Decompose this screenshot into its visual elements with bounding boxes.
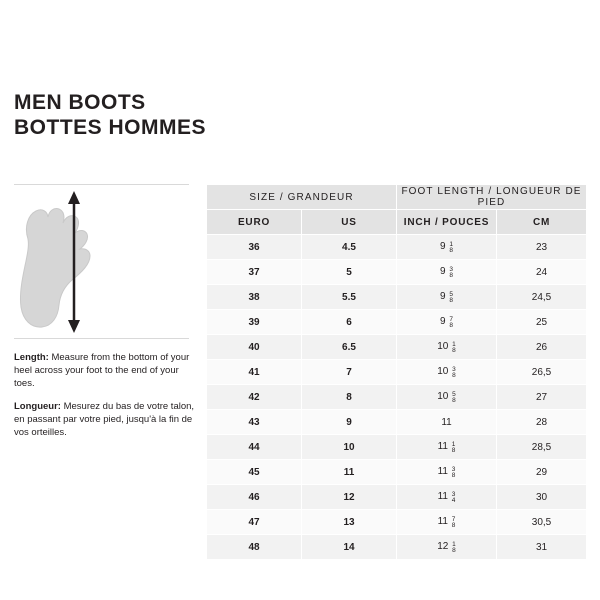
table-row bbox=[207, 460, 587, 485]
table-row bbox=[207, 535, 587, 560]
cell-cm: 30,5 bbox=[497, 510, 587, 535]
cell-inch: 10 5 8 bbox=[397, 385, 497, 410]
cell-inch: 11 1 8 bbox=[397, 435, 497, 460]
note-english-text: Measure from the bottom of your heel across your foot to the end of your toes. bbox=[14, 352, 190, 389]
size-table bbox=[206, 184, 587, 560]
page-title bbox=[14, 90, 206, 140]
cell-cm: 31 bbox=[497, 535, 587, 560]
cell-cm: 29 bbox=[497, 460, 587, 485]
column-header-inch: INCH / POUCES bbox=[397, 210, 497, 235]
cell-us: 11 bbox=[302, 460, 397, 485]
column-header-euro: EURO bbox=[207, 210, 302, 235]
cell-euro: 48 bbox=[207, 535, 302, 560]
cell-inch: 11 bbox=[397, 410, 497, 435]
table-row bbox=[207, 510, 587, 535]
cell-cm: 26 bbox=[497, 335, 587, 360]
cell-inch: 10 1 8 bbox=[397, 335, 497, 360]
cell-euro: 37 bbox=[207, 260, 302, 285]
cell-us: 14 bbox=[302, 535, 397, 560]
title-line-en: MEN BOOTS bbox=[14, 91, 146, 114]
table-column-header-row bbox=[207, 210, 587, 235]
cell-cm: 24,5 bbox=[497, 285, 587, 310]
cell-us: 6.5 bbox=[302, 335, 397, 360]
cell-euro: 38 bbox=[207, 285, 302, 310]
table-group-header-row bbox=[207, 185, 587, 210]
cell-us: 13 bbox=[302, 510, 397, 535]
cell-cm: 28 bbox=[497, 410, 587, 435]
cell-inch: 9 7 8 bbox=[397, 310, 497, 335]
cell-euro: 40 bbox=[207, 335, 302, 360]
measurement-illustration-panel bbox=[14, 184, 195, 449]
cell-cm: 27 bbox=[497, 385, 587, 410]
cell-euro: 42 bbox=[207, 385, 302, 410]
cell-inch: 11 3 4 bbox=[397, 485, 497, 510]
cell-us: 9 bbox=[302, 410, 397, 435]
cell-inch: 9 5 8 bbox=[397, 285, 497, 310]
cell-us: 6 bbox=[302, 310, 397, 335]
cell-us: 12 bbox=[302, 485, 397, 510]
cell-euro: 47 bbox=[207, 510, 302, 535]
cell-euro: 39 bbox=[207, 310, 302, 335]
cell-euro: 45 bbox=[207, 460, 302, 485]
cell-cm: 24 bbox=[497, 260, 587, 285]
cell-inch: 10 3 8 bbox=[397, 360, 497, 385]
group-header-foot-length: FOOT LENGTH / LONGUEUR DE PIED bbox=[397, 185, 587, 210]
table-row bbox=[207, 260, 587, 285]
cell-cm: 23 bbox=[497, 235, 587, 260]
foot-outline-icon bbox=[14, 187, 189, 337]
cell-cm: 30 bbox=[497, 485, 587, 510]
table-row bbox=[207, 410, 587, 435]
note-french-text: Mesurez du bas de votre talon, en passant par votre pied, jusqu'à la fin de vos orteilles. bbox=[14, 401, 195, 438]
size-table-container bbox=[206, 184, 586, 560]
cell-euro: 43 bbox=[207, 410, 302, 435]
cell-us: 5.5 bbox=[302, 285, 397, 310]
measurement-notes bbox=[14, 351, 196, 439]
note-french bbox=[14, 400, 196, 439]
cell-us: 8 bbox=[302, 385, 397, 410]
table-body bbox=[207, 235, 587, 560]
cell-us: 7 bbox=[302, 360, 397, 385]
column-header-cm: CM bbox=[497, 210, 587, 235]
table-row bbox=[207, 285, 587, 310]
table-row bbox=[207, 485, 587, 510]
note-french-label: Longueur: bbox=[14, 401, 61, 412]
cell-inch: 12 1 8 bbox=[397, 535, 497, 560]
cell-us: 5 bbox=[302, 260, 397, 285]
note-english bbox=[14, 351, 196, 390]
cell-inch: 9 1 8 bbox=[397, 235, 497, 260]
cell-inch: 11 7 8 bbox=[397, 510, 497, 535]
cell-euro: 36 bbox=[207, 235, 302, 260]
title-line-fr: BOTTES HOMMES bbox=[14, 116, 207, 139]
group-header-size: SIZE / GRANDEUR bbox=[207, 185, 397, 210]
foot-diagram bbox=[14, 184, 189, 339]
cell-us: 4.5 bbox=[302, 235, 397, 260]
cell-inch: 11 3 8 bbox=[397, 460, 497, 485]
table-row bbox=[207, 310, 587, 335]
cell-euro: 46 bbox=[207, 485, 302, 510]
cell-euro: 44 bbox=[207, 435, 302, 460]
cell-cm: 25 bbox=[497, 310, 587, 335]
cell-us: 10 bbox=[302, 435, 397, 460]
table-row bbox=[207, 235, 587, 260]
cell-cm: 28,5 bbox=[497, 435, 587, 460]
note-english-label: Length: bbox=[14, 352, 49, 363]
cell-cm: 26,5 bbox=[497, 360, 587, 385]
cell-euro: 41 bbox=[207, 360, 302, 385]
table-row bbox=[207, 385, 587, 410]
table-row bbox=[207, 435, 587, 460]
cell-inch: 9 3 8 bbox=[397, 260, 497, 285]
column-header-us: US bbox=[302, 210, 397, 235]
table-row bbox=[207, 335, 587, 360]
table-row bbox=[207, 360, 587, 385]
